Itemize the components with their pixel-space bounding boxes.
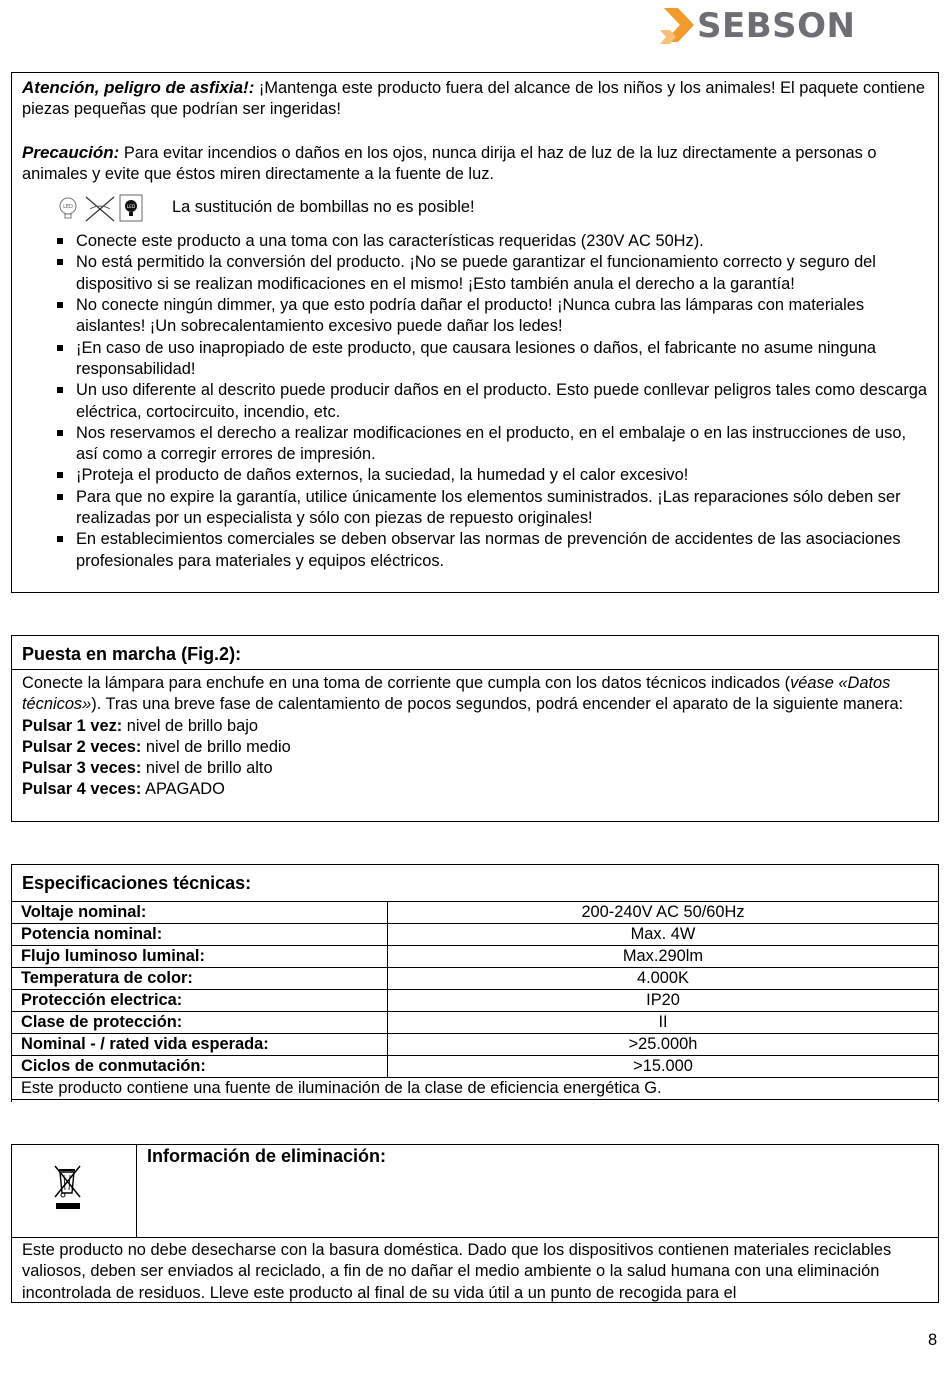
spec-label: Nominal - / rated vida esperada: — [12, 1034, 388, 1056]
table-row — [12, 968, 939, 990]
bulb-note-row — [22, 193, 928, 231]
sebson-logo — [660, 6, 890, 48]
startup-body — [12, 670, 938, 801]
specs-header — [12, 865, 938, 901]
startup-intro-part: Conecte la lámpara para enchufe en una toma de corriente que cumpla con los datos técnicos indicados ( — [22, 674, 791, 692]
spec-value: Max. 4W — [388, 924, 939, 946]
spec-label: Temperatura de color: — [12, 968, 388, 990]
step-label: Pulsar 3 veces: — [22, 759, 142, 778]
asfixia-title: Atención, peligro de asfixia!: — [22, 78, 255, 97]
asfixia-warning — [22, 77, 928, 121]
table-row — [12, 902, 939, 924]
startup-step — [22, 716, 928, 737]
startup-title: Puesta en marcha (Fig.2): — [22, 644, 242, 664]
disposal-title: Información de eliminación: — [147, 1146, 387, 1166]
step-value: nivel de brillo bajo — [122, 716, 258, 735]
table-row — [12, 1056, 939, 1078]
spec-label: Voltaje nominal: — [12, 902, 388, 924]
list-item: Nos reservamos el derecho a realizar modificaciones en el producto, en el embalaje o en las instrucciones de uso, así como a corregir errores de impresión. — [12, 423, 928, 466]
spec-label: Potencia nominal: — [12, 924, 388, 946]
specs-title: Especificaciones técnicas: — [22, 873, 252, 893]
spec-value: Max.290lm — [388, 946, 939, 968]
specs-table — [11, 901, 939, 1100]
step-value: nivel de brillo medio — [141, 737, 291, 756]
startup-intro-reference: véase «Datos técnicos» — [22, 674, 891, 714]
table-row — [12, 1034, 939, 1056]
disposal-section — [11, 1144, 939, 1303]
table-row — [12, 1012, 939, 1034]
list-item: Un uso diferente al descrito puede producir daños en el producto. Esto puede conllevar peligros tales como descarga eléctrica, cortocircuito, incendio, etc. — [12, 380, 928, 423]
spec-label: Protección electrica: — [12, 990, 388, 1012]
table-row — [12, 924, 939, 946]
crossed-bin-icon — [52, 1163, 86, 1211]
startup-intro-part: ). Tras una breve fase de calentamiento de pocos segundos, podrá encender el aparato de la siguiente manera: — [91, 695, 904, 714]
startup-step — [22, 737, 928, 758]
spec-value: IP20 — [388, 990, 939, 1012]
table-row — [12, 1078, 939, 1100]
precaucion-warning — [22, 142, 928, 186]
list-item: En establecimientos comerciales se deben observar las normas de prevención de accidentes de las asociaciones profesionales para materiales y equipos eléctricos. — [12, 529, 928, 572]
step-label: Pulsar 1 vez: — [22, 716, 123, 735]
step-value: nivel de brillo alto — [141, 759, 273, 778]
spec-label: Clase de protección: — [12, 1012, 388, 1034]
spec-value: >25.000h — [388, 1034, 939, 1056]
svg-text:LED: LED — [63, 204, 73, 211]
spec-value: >15.000 — [388, 1056, 939, 1078]
no-bulb-replacement-icon — [46, 193, 146, 227]
startup-step — [22, 758, 928, 779]
step-label: Pulsar 2 veces: — [22, 737, 142, 756]
list-item: ¡En caso de uso inapropiado de este producto, que causara lesiones o daños, el fabricante no asume ninguna responsabilidad! — [12, 338, 928, 381]
startup-intro — [22, 673, 928, 716]
safety-box — [11, 72, 939, 593]
startup-header — [12, 636, 938, 670]
table-row — [12, 990, 939, 1012]
list-item: Para que no expire la garantía, utilice únicamente los elementos suministrados. ¡Las reparaciones sólo deben ser realizadas por un especialista y sólo con piezas de repuesto originales! — [12, 487, 928, 530]
precaucion-text: Para evitar incendios o daños en los ojos, nunca dirija el haz de luz de la luz directamente a personas o animales y evite que éstos miren directamente a la fuente de luz. — [22, 143, 877, 183]
spec-value: 4.000K — [388, 968, 939, 990]
spec-label: Flujo luminoso luminal: — [12, 946, 388, 968]
list-item: Conecte este producto a una toma con las características requeridas (230V AC 50Hz). — [12, 231, 928, 252]
specs-section — [11, 864, 939, 1102]
spec-value: 200-240V AC 50/60Hz — [388, 902, 939, 924]
svg-text:LED: LED — [126, 205, 136, 211]
list-item: ¡Proteja el producto de daños externos, la suciedad, la humedad y el calor excesivo! — [12, 465, 928, 486]
spec-value: II — [388, 1012, 939, 1034]
disposal-text: Este producto no debe desecharse con la basura doméstica. Dado que los dispositivos contienen materiales reciclables valiosos, deben ser enviados al reciclado, a fin de no dañar el medio ambiente o la salud humana con una eliminación incontrolada de residuos. Lleve este producto al final de su vida útil a un punto de recogida para el — [22, 1241, 892, 1302]
safety-bullet-list — [12, 231, 928, 572]
brand-name: SEBSON — [697, 6, 856, 46]
list-item: No está permitido la conversión del producto. ¡No se puede garantizar el funcionamiento correcto y seguro del dispositivo si se realizan modificaciones en el mismo! ¡Esto también anula el derecho a la garantía! — [12, 252, 928, 295]
step-value: APAGADO — [141, 780, 225, 799]
spec-label: Ciclos de conmutación: — [12, 1056, 388, 1078]
asfixia-text: ¡Mantenga este producto fuera del alcance de los niños y los animales! El paquete contiene piezas pequeñas que podrían ser ingeridas! — [22, 79, 925, 119]
startup-step — [22, 779, 928, 800]
page-number: 8 — [928, 1331, 938, 1349]
startup-section — [11, 635, 939, 822]
bulb-note: La sustitución de bombillas no es posible! — [172, 198, 475, 217]
disposal-header — [12, 1145, 938, 1238]
chevron-logo-icon — [660, 6, 700, 48]
table-row — [12, 946, 939, 968]
step-label: Pulsar 4 veces: — [22, 780, 142, 799]
list-item: No conecte ningún dimmer, ya que esto podría dañar el producto! ¡Nunca cubra las lámparas con materiales aislantes! ¡Un sobrecalentamiento excesivo puede dañar los ledes! — [12, 295, 928, 338]
specs-footer: Este producto contiene una fuente de iluminación de la clase de eficiencia energética G. — [12, 1078, 939, 1100]
precaucion-title: Precaución: — [22, 142, 120, 162]
